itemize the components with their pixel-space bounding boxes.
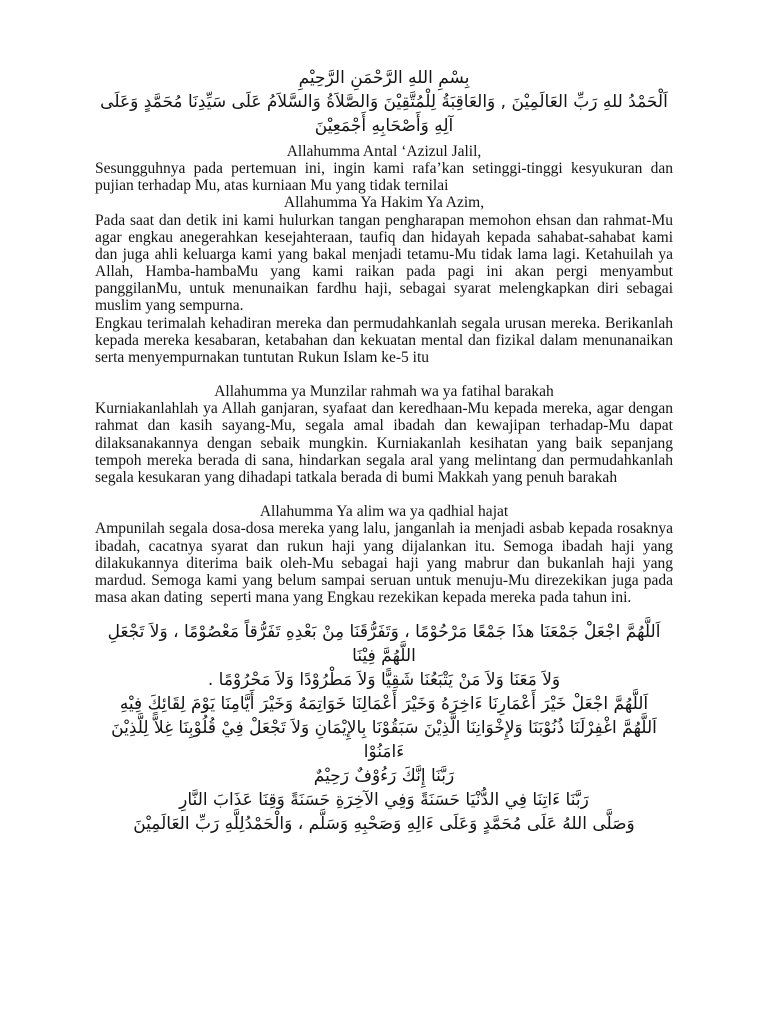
prayer-paragraph: Engkau terimalah kehadiran mereka dan permudahkanlah segala urusan mereka. Berikanlah kepada mereka kesabaran, ketabahan dan kekuatan mental dan fizikal dalam menunanaikan serta menyempurnakan tuntutan Rukun Islam ke-5 itu: [95, 314, 677, 366]
blank-line: [95, 366, 673, 383]
prayer-paragraph: Pada saat dan detik ini kami hulurkan tangan pengharapan memohon ehsan dan rahmat-Mu agar engkau anegerahkan kesejahteraan, taufiq dan hidayah kepada sahabat-sahabat kami dan juga ahli keluarga kami yang bakal menjadi tetamu-Mu tidak lama lagi. Ketahuilah ya Allah, Hamba-hambaMu yang kami raikan pada pagi ini akan pergi menyambut panggilanMu, untuk menunaikan fardhu haji, sebagai syarat melengkapkan diri sebagai muslim yang sempurna.: [95, 211, 677, 315]
closing-arabic-line: اَللَّهُمَّ اجْعَلْ جَمْعَنَا هذَا جَمْعًا مَرْحُوْمًا ، وَتَفَرُّقَنَا مِنْ بَعْدِهِ تَفَرُّقاً مَعْصُوْمًا ، وَلاَ تَجْعَلِ اللَّهُمَّ فِيْنَا: [107, 622, 661, 667]
document-body: [95, 66, 677, 836]
opening-arabic-block: [95, 66, 673, 138]
prayer-heading: Allahumma ya Munzilar rahmah wa ya fatihal barakah: [214, 383, 554, 401]
prayer-heading: Allahumma Ya Hakim Ya Azim,: [283, 194, 485, 212]
closing-arabic-line: وَصَلَّى اللهُ عَلَى مُحَمَّدٍ وَعَلَى ءَالِهِ وَصَحْبِهِ وَسَلَّم ، وَالْحَمْدُلِلَّهِ رَبِّ العَالَمِيْنَ: [133, 814, 635, 835]
prayer-paragraph: Ampunilah segala dosa-dosa mereka yang lalu, janganlah ia menjadi asbab kepada rosaknya ibadah, cacatnya syarat dan rukun haji yang dijalankan itu. Semoga ibadah haji yang dilakukannya diterima baik oleh-Mu sebagai haji yang mabrur dan bukanlah haji yang mardud. Semoga kami yang belum sampai seruan untuk menuju-Mu direzekikan juga pada masa akan dating seperti mana yang Engkau rezekikan kepada mereka pada tahun ini.: [95, 520, 677, 607]
closing-arabic-line: رَبَّنَا ءَاتِنَا فِي الدُّنْيَا حَسَنَةً وَفِي الآخِرَةِ حَسَنَةً وَقِنَا عَذَابَ النَّارِ: [179, 790, 589, 811]
closing-arabic-line: اَللَّهُمَّ اجْعَلْ خَيْرَ أَعْمَارِنَا ءَاخِرَهُ وَخَيْرَ أَعْمَالِنَا خَوَاتِمَهُ وَخَيْرَ أَيَّامِنَا يَوْمَ لِقَائِكَ فِيْهِ: [119, 694, 649, 715]
prayer-paragraph: Kurniakanlahlah ya Allah ganjaran, syafaat dan keredhaan-Mu kepada mereka, agar dengan rahmat dan kasih sayang-Mu, segala amal ibadah dan kewajipan terhadap-Mu dapat dilaksanakannya dengan sebaik mungkin. Kurniakanlah kesihatan yang baik sepanjang tempoh mereka berada di sana, hindarkan segala aral yang melintang dan permudahkanlah segala kesukaran yang dihadapi tatkala berada di bumi Makkah yang penuh barakah: [95, 400, 677, 486]
prayer-heading: Allahumma Antal ‘Azizul Jalil,: [286, 143, 482, 160]
closing-arabic-line: وَلاَ مَعَنَا وَلاَ مَنْ يَتْبَعُنَا شَقِيًّا وَلاَ مَطْرُوْدًا وَلاَ مَحْرُوْمًا .: [207, 670, 561, 691]
malay-prayer-text: [95, 143, 677, 607]
blank-line: [95, 486, 673, 503]
prayer-heading: Allahumma Ya alim wa ya qadhial hajat: [259, 503, 509, 521]
opening-arabic-line: اَلْحَمْدُ للهِ رَبِّ العَالَمِيْنَ , وَالعَاقِبَةُ لِلْمُتَّقِيْنَ وَالصَّلاَةُ وَالسَّلاَمُ عَلَى سَيِّدِنَا مُحَمَّدٍ وَعَلَى: [100, 92, 668, 112]
closing-arabic-line: اَللَّهُمَّ اغْفِرْلَنَا ذُنُوْبَنَا وَلإِخْوَانِنَا الَّذِيْنَ سَبَقُوْنَا بِالإِيْمَانِ وَلاَ تَجْعَلْ فِيْ قُلُوْبِنَا غِلاًّ لِلَّذِيْنَ ءَامَنُوْا: [111, 718, 657, 763]
closing-arabic-line: رَبَّنَا إِنَّكَ رَءُوْفٌ رَحِيْمٌ: [313, 766, 455, 787]
prayer-paragraph: Sesungguhnya pada pertemuan ini, ingin kami rafa’kan setinggi-tinggi kesyukuran dan pujian terhadap Mu, atas kurniaan Mu yang tidak ternilai: [95, 160, 677, 195]
opening-arabic-line: آلِهِ وَأَصْحَابِهِ أَجْمَعِيْنَ: [314, 116, 454, 136]
closing-arabic-block: [95, 620, 673, 836]
basmalah-line: بِسْمِ اللهِ الرَّحْمَنِ الرَّحِيْمِ: [298, 68, 470, 88]
